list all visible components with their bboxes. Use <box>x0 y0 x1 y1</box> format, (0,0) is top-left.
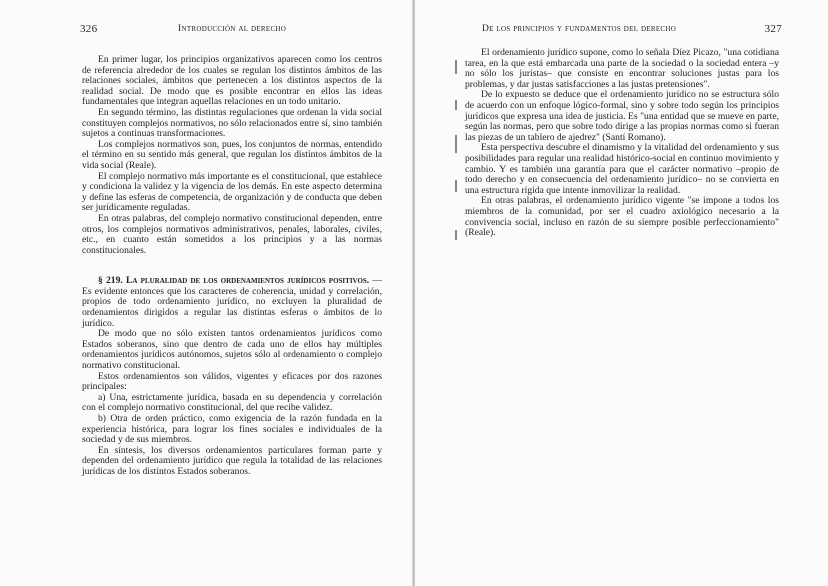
paragraph: Esta perspectiva descubre el dinamismo y la vitalidad del ordenamiento y sus posibilidades para regular una realidad histórico-social en continuo movimiento y cambio. Y es también una garantía para que el carácter normativo –propio de todo derecho y en consecuencia del ordenamiento jurídico– no se convierta en una estructura rígida que intente inmovilizar la realidad. <box>465 142 779 196</box>
paragraph: De lo expuesto se deduce que el ordenamiento jurídico no se estructura sólo de acuerdo con un enfoque lógico-formal, sino y sobre todo según los principios jurídicos que expresa una idea de justicia. Es "una entidad que se mueve en parte, según las normas, pero que sobre todo dirige a las propias normas como si fueran las piezas de un tablero de ajedrez" (Santí Romano). <box>465 89 779 143</box>
paragraph: En síntesis, los diversos ordenamientos particulares forman parte y dependen del ordenamiento jurídico que regula la totalidad de las relaciones jurídicas de los distintos Estados soberanos. <box>82 444 382 477</box>
section-219 <box>82 276 382 329</box>
running-head: De los principios y fundamentos del derecho <box>482 24 677 34</box>
section-heading: § 219. La pluralidad de los ordenamientos jurídicos positivos. <box>98 275 370 287</box>
paragraph: De modo que no sólo existen tantos ordenamientos jurídicos como Estados soberanos, sino que dentro de cada uno de ellos hay múltiples ordenamientos jurídicos autónomos, sujetos sólo al ordenamiento o complejo normativo constitucional. <box>82 328 382 372</box>
paragraph: En otras palabras, del complejo normativo constitucional dependen, entre otros, los complejos normativos administrativos, penales, laborales, civiles, etc., en cuanto están sometidos a los principios y a las normas constitucionales. <box>82 212 382 256</box>
page-number: 327 <box>764 23 782 35</box>
page-number: 326 <box>80 23 98 35</box>
paragraph: En primer lugar, los principios organizativos aparecen como los centros de referencia alrededor de los cuales se regulan los distintos ámbitos de las relaciones sociales, ámbitos que pertenecen a los distintos aspectos de la realidad social. De modo que es posible encontrar en ellos las ideas fundamentales que integran aquellas relaciones en un todo unitario. <box>82 54 382 108</box>
paragraph: El ordenamiento jurídico supone, como lo señala Díez Picazo, "una cotidiana tarea, en la que está embarcada una parte de la sociedad o la sociedad entera –y no sólo los juristas– que consiste en encontrar soluciones justas para los problemas, y dar justas satisfacciones a las justas pretensiones". <box>465 47 779 90</box>
running-head: Introducción al derecho <box>178 24 287 34</box>
right-page <box>415 0 828 586</box>
paragraph: Estos ordenamientos son válidos, vigentes y eficaces por dos razones principales: <box>82 370 382 393</box>
margin-marks <box>455 40 461 280</box>
paragraph: Los complejos normativos son, pues, los conjuntos de normas, entendido el término en su sentido más general, que regulan los distintos ámbitos de la vida social (Reale). <box>82 138 382 171</box>
section-intro-text: — Es evidente entonces que los caracteres de coherencia, unidad y correlación, propios de todo ordenamiento jurídico, no excluyen la pluralidad de ordenamientos dirigidos a regular las distintas esferas o ámbitos de lo jurídico. <box>82 275 382 329</box>
paragraph: El complejo normativo más importante es el constitucional, que establece y condiciona la validez y la vigencia de los demás. En este aspecto determina y define las esferas de competencia, de organización y de conducta que deben ser jurídicamente reguladas. <box>82 170 382 214</box>
paragraph: En segundo término, las distintas regulaciones que ordenan la vida social constituyen complejos normativos, no sólo relacionados entre sí, sino también sujetos a continuas transformaciones. <box>82 106 382 140</box>
left-page-body <box>82 55 382 478</box>
right-page-body <box>465 48 779 239</box>
paragraph: b) Otra de orden práctico, como exigencia de la razón fundada en la experiencia histórica, para lograr los fines sociales e individuales de la sociedad y de sus miembros. <box>82 413 382 446</box>
paragraph: a) Una, estrictamente jurídica, basada en su dependencia y correlación con el complejo normativo constitucional, del que recibe validez. <box>82 391 382 414</box>
paragraph: En otras palabras, el ordenamiento jurídico vigente "se impone a todos los miembros de la comunidad, por ser el cuadro axiológico necesario a la convivencia social, incluso en razón de su siempre posible perfeccionamiento" (Reale). <box>465 195 779 239</box>
left-page <box>0 0 413 586</box>
